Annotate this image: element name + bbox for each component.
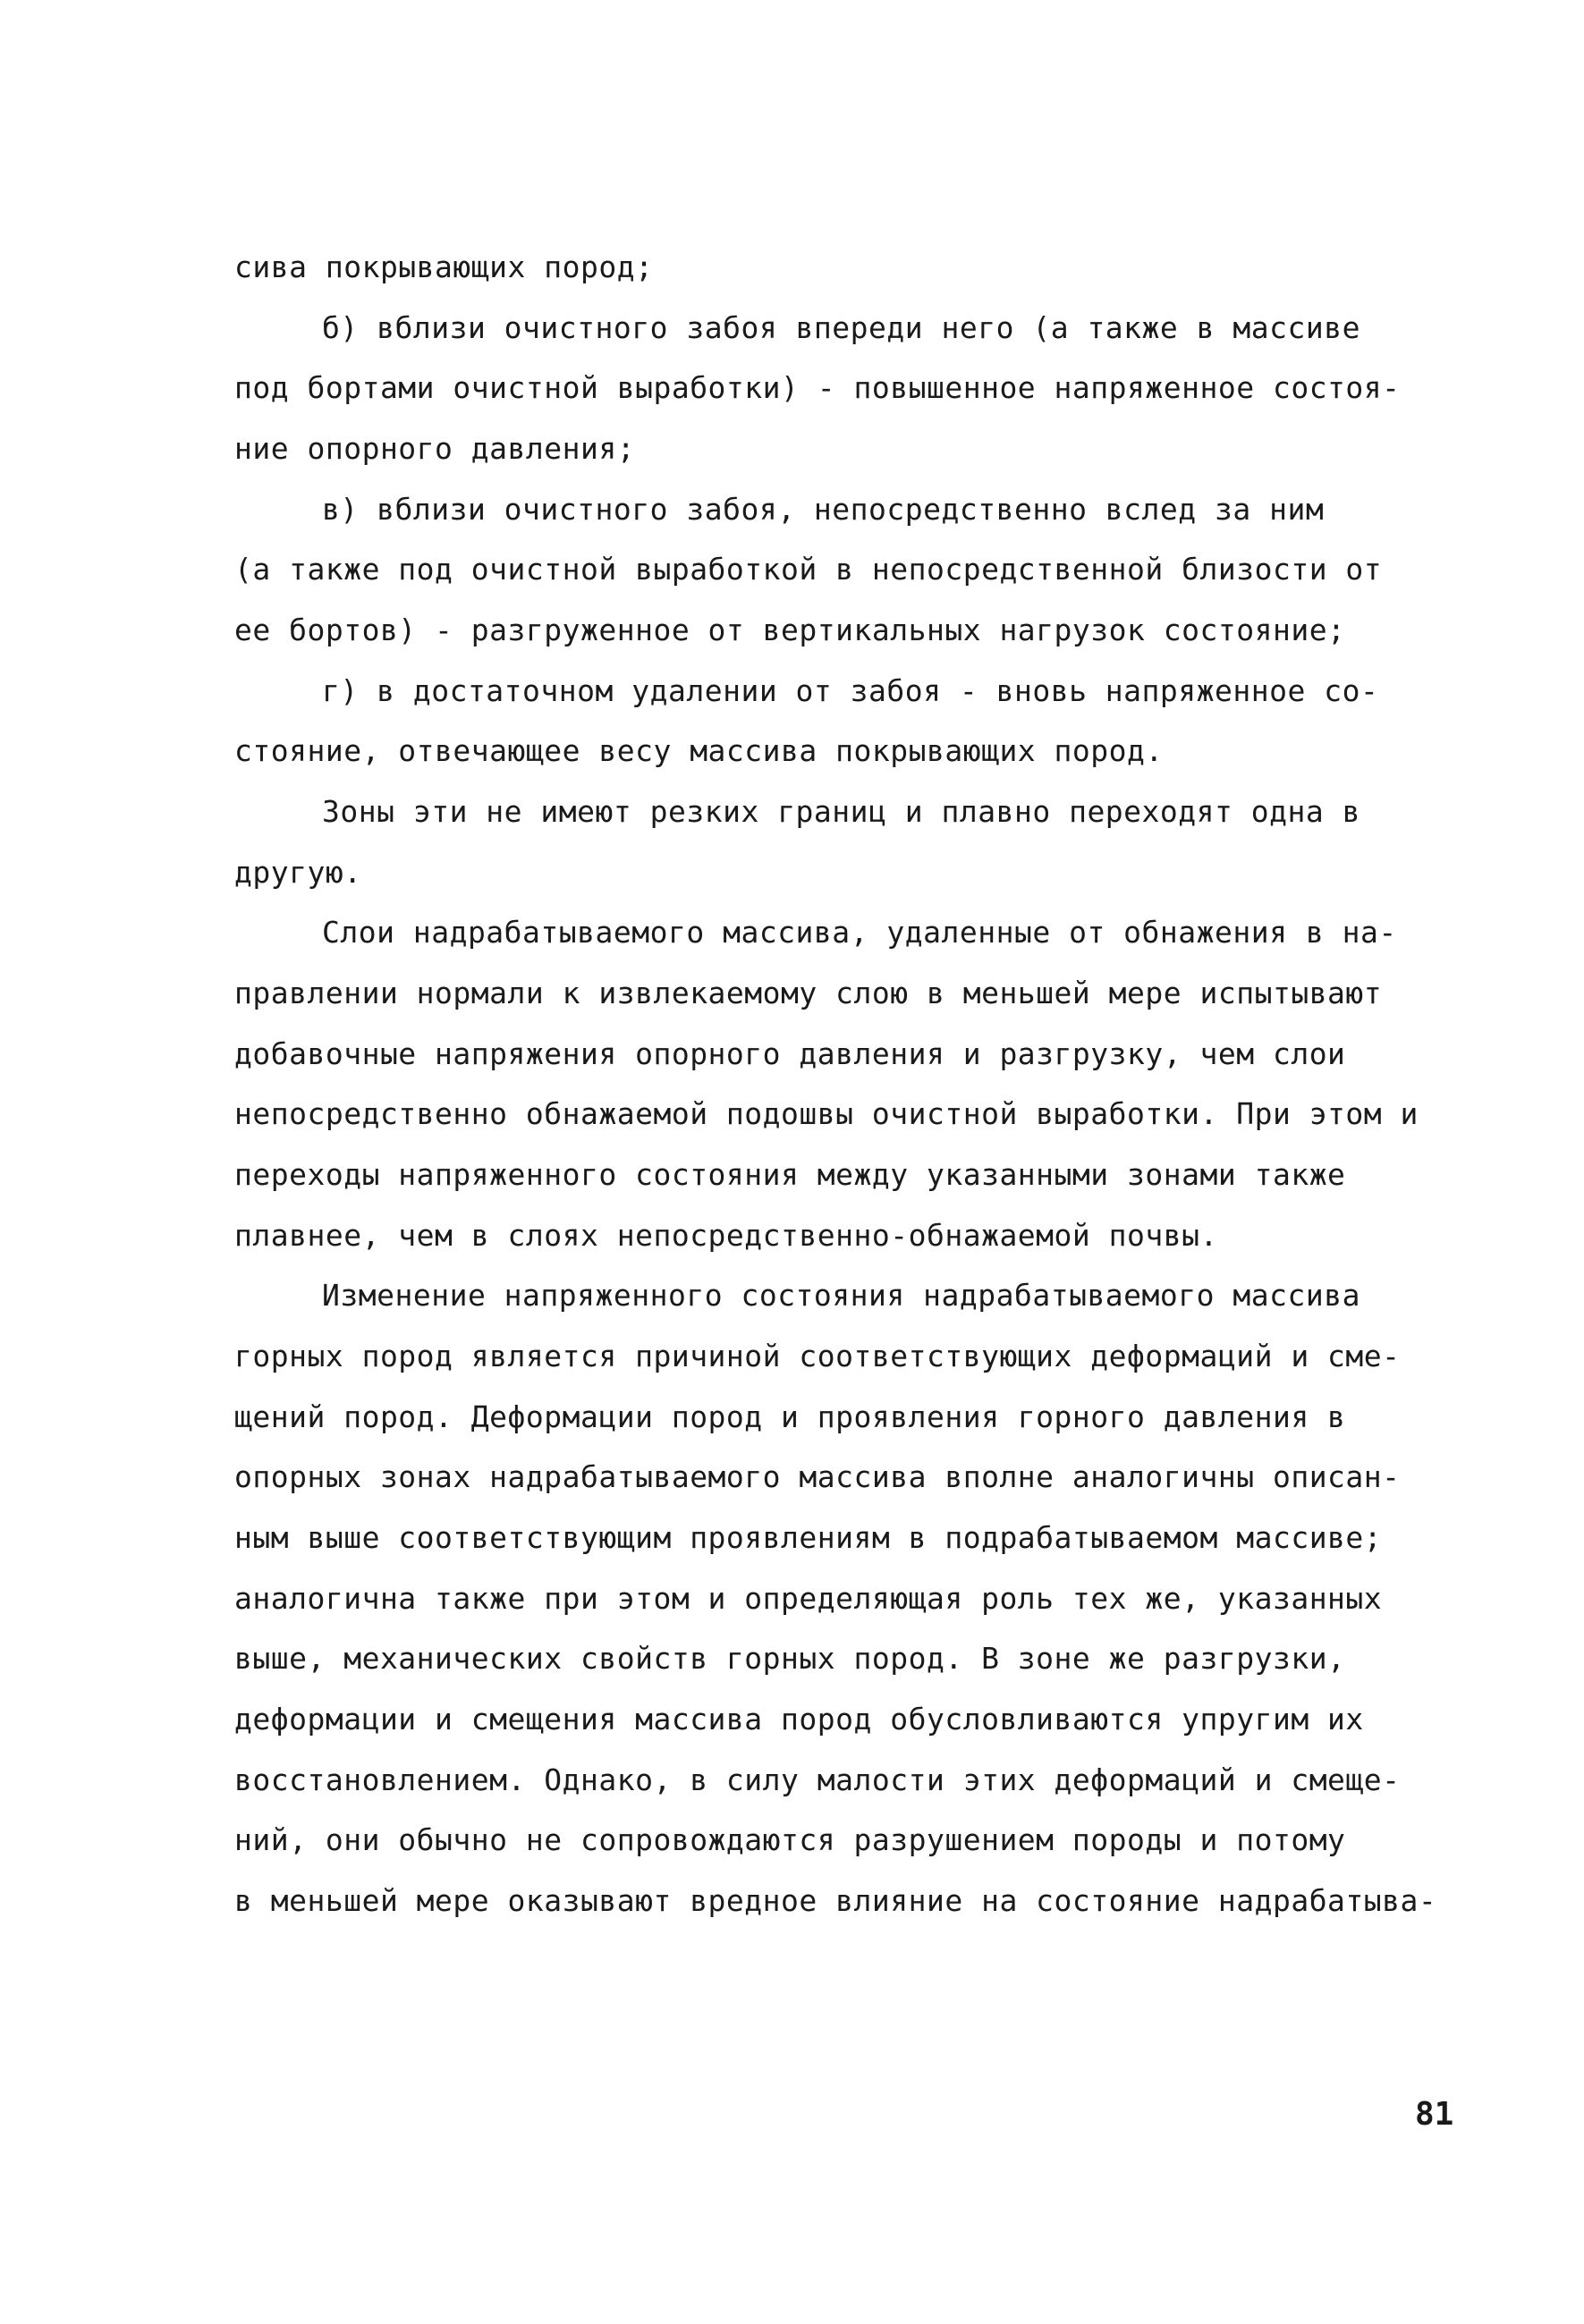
text-line: сива покрывающих пород; <box>234 249 654 284</box>
text-line: аналогична также при этом и определяющая роль тех же, указанных <box>234 1581 1383 1616</box>
text-line: щений пород. Деформации пород и проявления горного давления в <box>234 1399 1346 1434</box>
text-line: горных пород является причиной соответствующих деформаций и сме- <box>234 1339 1401 1373</box>
text-line: в меньшей мере оказывают вредное влияние на состояние надрабатыва- <box>234 1883 1437 1918</box>
text-line: в) вблизи очистного забоя, непосредственно вслед за ним <box>322 492 1325 527</box>
text-line: деформации и смещения массива пород обусловливаются упругим их <box>234 1702 1364 1737</box>
text-line: ным выше соответствующим проявлениям в подрабатываемом массиве; <box>234 1520 1383 1555</box>
text-line: ее бортов) - разгруженное от вертикальных нагрузок состояние; <box>234 613 1346 647</box>
text-line: Зоны эти не имеют резких границ и плавно переходят одна в <box>322 794 1360 829</box>
page-number: 81 <box>1415 2096 1454 2133</box>
text-line: непосредственно обнажаемой подошвы очистной выработки. При этом и <box>234 1096 1419 1131</box>
text-line: другую. <box>234 855 362 890</box>
text-line: добавочные напряжения опорного давления и разгрузку, чем слои <box>234 1036 1346 1071</box>
text-line: ние опорного давления; <box>234 431 636 466</box>
text-line: переходы напряженного состояния между указанными зонами также <box>234 1157 1346 1192</box>
text-line: Изменение напряженного состояния надрабатываемого массива <box>322 1278 1360 1313</box>
text-line: выше, механических свойств горных пород. В зоне же разгрузки, <box>234 1641 1346 1676</box>
text-line: ний, они обычно не сопровождаются разрушением породы и потому <box>234 1822 1346 1857</box>
text-line: опорных зонах надрабатываемого массива вполне аналогичны описан- <box>234 1459 1401 1494</box>
text-line: восстановлением. Однако, в силу малости этих деформаций и смеще- <box>234 1762 1401 1797</box>
text-line: (а также под очистной выработкой в непосредственной близости от <box>234 552 1383 587</box>
text-line: стояние, отвечающее весу массива покрывающих пород. <box>234 733 1164 768</box>
text-line: под бортами очистной выработки) - повышенное напряженное состоя- <box>234 370 1401 405</box>
text-line: г) в достаточном удалении от забоя - вновь напряженное со- <box>322 673 1379 708</box>
text-line: Слои надрабатываемого массива, удаленные от обнажения в на- <box>322 915 1397 950</box>
text-line: плавнее, чем в слоях непосредственно-обнажаемой почвы. <box>234 1218 1218 1253</box>
text-line: правлении нормали к извлекаемому слою в меньшей мере испытывают <box>234 976 1383 1010</box>
text-line: б) вблизи очистного забоя впереди него (а также в массиве <box>322 310 1360 345</box>
